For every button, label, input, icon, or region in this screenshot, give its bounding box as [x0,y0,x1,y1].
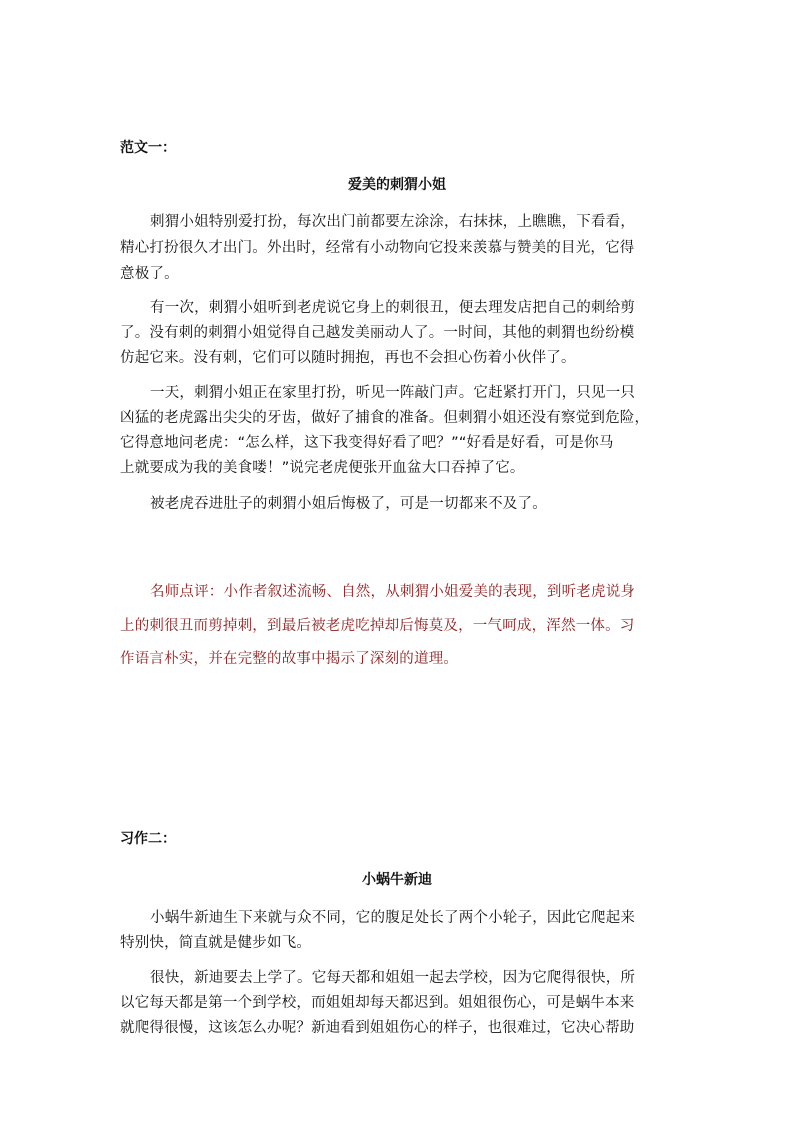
essay1-line: 上就要成为我的美食喽！”说完老虎便张开血盆大口吞掉了它。 [120,460,525,476]
essay1-label: 范文一： [120,140,176,156]
essay2-line: 很快，新迪要去上学了。它每天都和姐姐一起去学校，因为它爬得很快，所 [150,970,636,986]
essay1-line: 意极了。 [120,266,179,282]
teacher-comment-line: 作语言朴实，并在完整的故事中揭示了深刻的道理。 [120,651,459,667]
teacher-comment-line: 名师点评：小作者叙述流畅、自然，从刺猬小姐爱美的表现，到听老虎说身 [150,584,636,600]
essay1-title: 爱美的刺猬小姐 [348,177,446,193]
essay2-line: 以它每天都是第一个到学校，而姐姐却每天都迟到。姐姐很伤心，可是蜗牛本来 [120,995,635,1011]
essay2-title: 小蜗牛新迪 [362,872,432,888]
essay1-line: 凶猛的老虎露出尖尖的牙齿，做好了捕食的准备。但刺猬小姐还没有察觉到危险， [120,410,650,426]
essay2-line: 就爬得很慢，这该怎么办呢？新迪看到姐姐伤心的样子，也很难过，它决心帮助 [120,1020,635,1036]
teacher-comment-line: 上的刺很丑而剪掉刺，到最后被老虎吃掉却后悔莫及，一气呵成，浑然一体。习 [120,618,635,634]
essay2-line: 特别快，简直就是健步如飞。 [120,935,312,951]
essay1-line: 精心打扮很久才出门。外出时，经常有小动物向它投来羡慕与赞美的目光，它得 [120,240,635,256]
essay1-line: 有一次，刺猬小姐听到老虎说它身上的刺很丑，便去理发店把自己的刺给剪 [150,300,636,316]
essay1-line: 一天，刺猬小姐正在家里打扮，听见一阵敲门声。它赶紧打开门，只见一只 [150,385,636,401]
essay1-line: 仿起它来。没有刺，它们可以随时拥抱，再也不会担心伤着小伙伴了。 [120,350,576,366]
essay2-line: 小蜗牛新迪生下来就与众不同，它的腹足处长了两个小轮子，因此它爬起来 [150,910,636,926]
essay1-line: 被老虎吞进肚子的刺猬小姐后悔极了，可是一切都来不及了。 [150,496,547,512]
essay1-line: 它得意地问老虎：“怎么样，这下我变得好看了吧？”“好看是好看，可是你马 [120,435,614,451]
essay2-label: 习作二： [120,831,176,847]
essay1-line: 了。没有刺的刺猬小姐觉得自己越发美丽动人了。一时间，其他的刺猬也纷纷模 [120,325,635,341]
essay1-line: 刺猬小姐特别爱打扮，每次出门前都要左涂涂，右抹抹，上瞧瞧，下看看， [150,214,636,230]
